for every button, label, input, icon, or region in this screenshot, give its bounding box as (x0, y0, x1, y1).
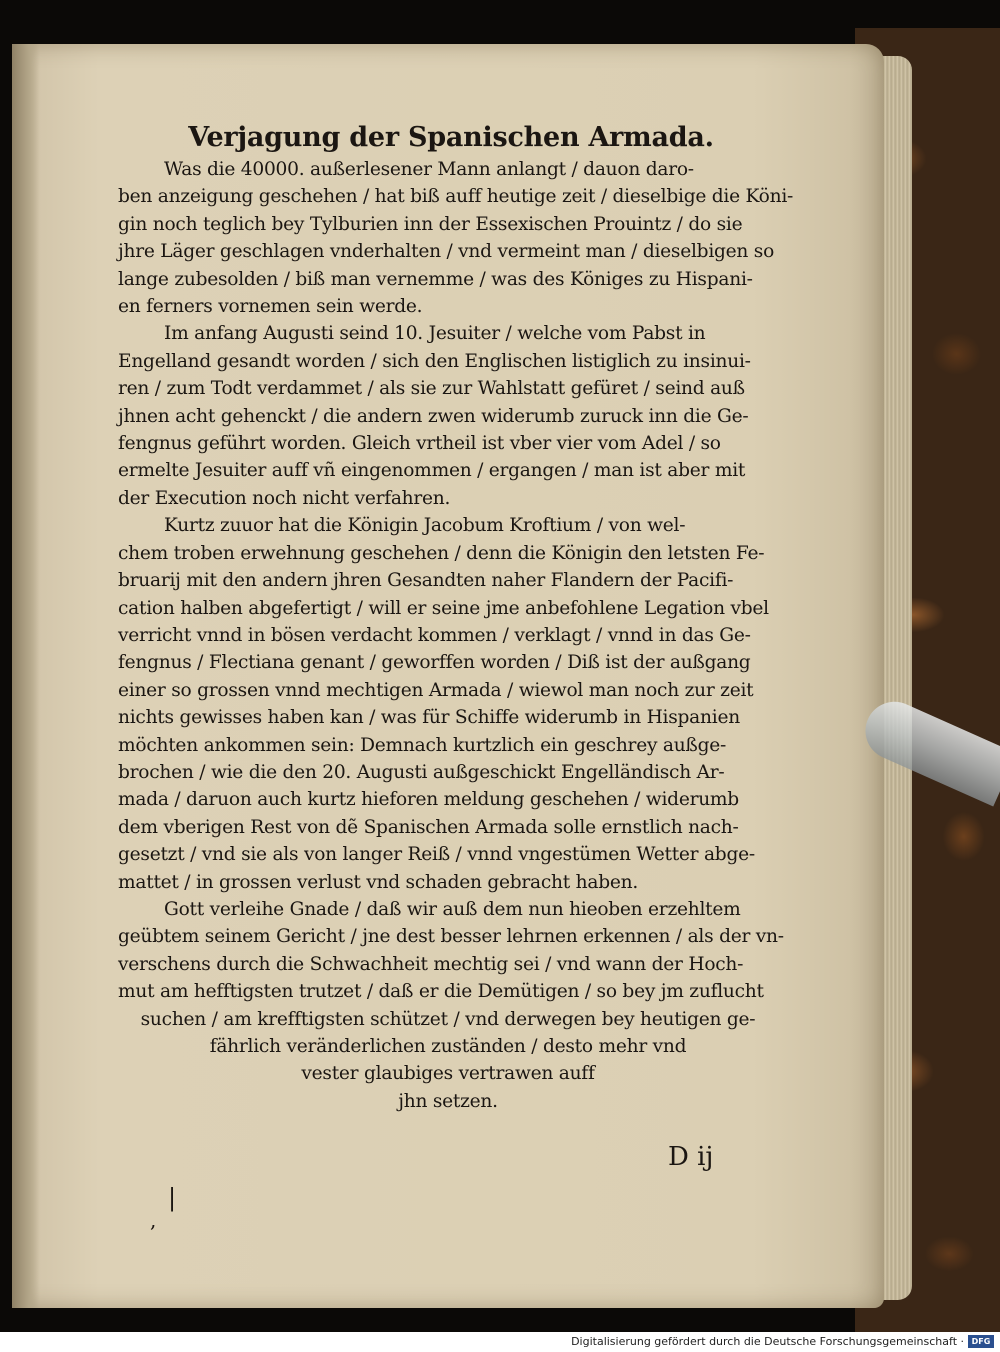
ink-mark: | (168, 1184, 177, 1212)
text-line: dem vberigen Rest von dẽ Spanischen Armada solle ernstlich nach- (118, 816, 739, 838)
text-line: fengnus geführt worden. Gleich vrtheil ist vber vier vom Adel / so (118, 433, 721, 455)
text-line: jhnen acht gehenckt / die andern zwen widerumb zuruck inn die Ge- (118, 405, 749, 427)
text-line: gin noch teglich bey Tylburien inn der Essexischen Prouintz / do sie (118, 213, 743, 235)
text-line: suchen / am krefftigsten schützet / vnd derwegen bey heutigen ge- (140, 1008, 756, 1030)
text-line: Was die 40000. außerlesener Mann anlangt / dauon daro- (164, 159, 694, 180)
text-line: jhre Läger geschlagen vnderhalten / vnd vermeint man / dieselbigen so (118, 241, 775, 263)
footer-credit: Digitalisierung gefördert durch die Deutsche Forschungsgemeinschaft · (571, 1335, 964, 1348)
dfg-logo: DFG (968, 1335, 994, 1348)
text-line: brochen / wie die den 20. Augusti außgeschickt Engelländisch Ar- (118, 761, 725, 783)
text-line: mada / daruon auch kurtz hieforen meldung geschehen / widerumb (118, 789, 739, 811)
text-line: der Execution noch nicht verfahren. (118, 487, 451, 509)
text-line: Kurtz zuuor hat die Königin Jacobum Kroftium / von wel- (164, 515, 686, 537)
text-line: einer so grossen vnnd mechtigen Armada / wiewol man noch zur zeit (118, 679, 754, 701)
text-line: fährlich veränderlichen zuständen / desto mehr vnd (209, 1036, 687, 1057)
text-line: mattet / in grossen verlust vnd schaden gebracht haben. (118, 871, 639, 893)
text-line: geübtem seinem Gericht / jne dest besser lehrnen erkennen / als der vn- (118, 926, 784, 948)
page-gutter (12, 44, 40, 1308)
text-line: en ferners vornemen sein werde. (118, 296, 423, 318)
text-line: cation halben abgefertigt / will er seine jme anbefohlene Legation vbel (118, 597, 769, 619)
text-line: gesetzt / vnd sie als von langer Reiß / vnnd vngestümen Wetter abge- (118, 844, 755, 866)
text-line: verschens durch die Schwachheit mechtig sei / vnd wann der Hoch- (118, 953, 744, 975)
footer-bar (0, 1332, 1000, 1352)
text-line: Gott verleihe Gnade / daß wir auß dem nun hieoben erzehltem (164, 898, 741, 920)
text-line: vester glaubiges vertrawen auff (301, 1063, 595, 1085)
text-line: fengnus / Flectiana genant / geworffen worden / Diß ist der außgang (118, 652, 751, 674)
text-line: möchten ankommen sein: Demnach kurtzlich ein geschrey außge- (118, 734, 727, 756)
text-line: nichts gewisses haben kan / was für Schiffe widerumb in Hispanien (118, 707, 740, 729)
text-line: ermelte Jesuiter auff vñ eingenommen / ergangen / man ist aber mit (118, 460, 746, 482)
ink-mark: , (150, 1208, 157, 1232)
signature-mark: D ij (668, 1142, 714, 1172)
text-line: verricht vnnd in bösen verdacht kommen / verklagt / vnnd in das Ge- (118, 624, 751, 646)
page-text (118, 120, 794, 1115)
text-line: lange zubesolden / biß man vernemme / was des Königes zu Hispani- (118, 268, 753, 290)
page-heading: Verjagung der Spanischen Armada. (188, 122, 714, 153)
text-line: chem troben erwehnung geschehen / denn die Königin den letsten Fe- (118, 542, 765, 564)
text-line: Engelland gesandt worden / sich den Englischen listiglich zu insinui- (118, 350, 751, 372)
text-line: jhn setzen. (398, 1090, 498, 1112)
text-line: Im anfang Augusti seind 10. Jesuiter / welche vom Pabst in (164, 323, 706, 345)
text-line: ben anzeigung geschehen / hat biß auff heutige zeit / dieselbige die Köni- (118, 186, 794, 208)
text-line: mut am hefftigsten trutzet / daß er die Demütigen / so bey jm zuflucht (118, 981, 764, 1003)
text-lines (118, 156, 794, 1115)
text-line: bruarij mit den andern jhren Gesandten naher Flandern der Pacifi- (118, 570, 734, 592)
text-line: ren / zum Todt verdammet / als sie zur Wahlstatt gefüret / seind auß (118, 378, 745, 400)
